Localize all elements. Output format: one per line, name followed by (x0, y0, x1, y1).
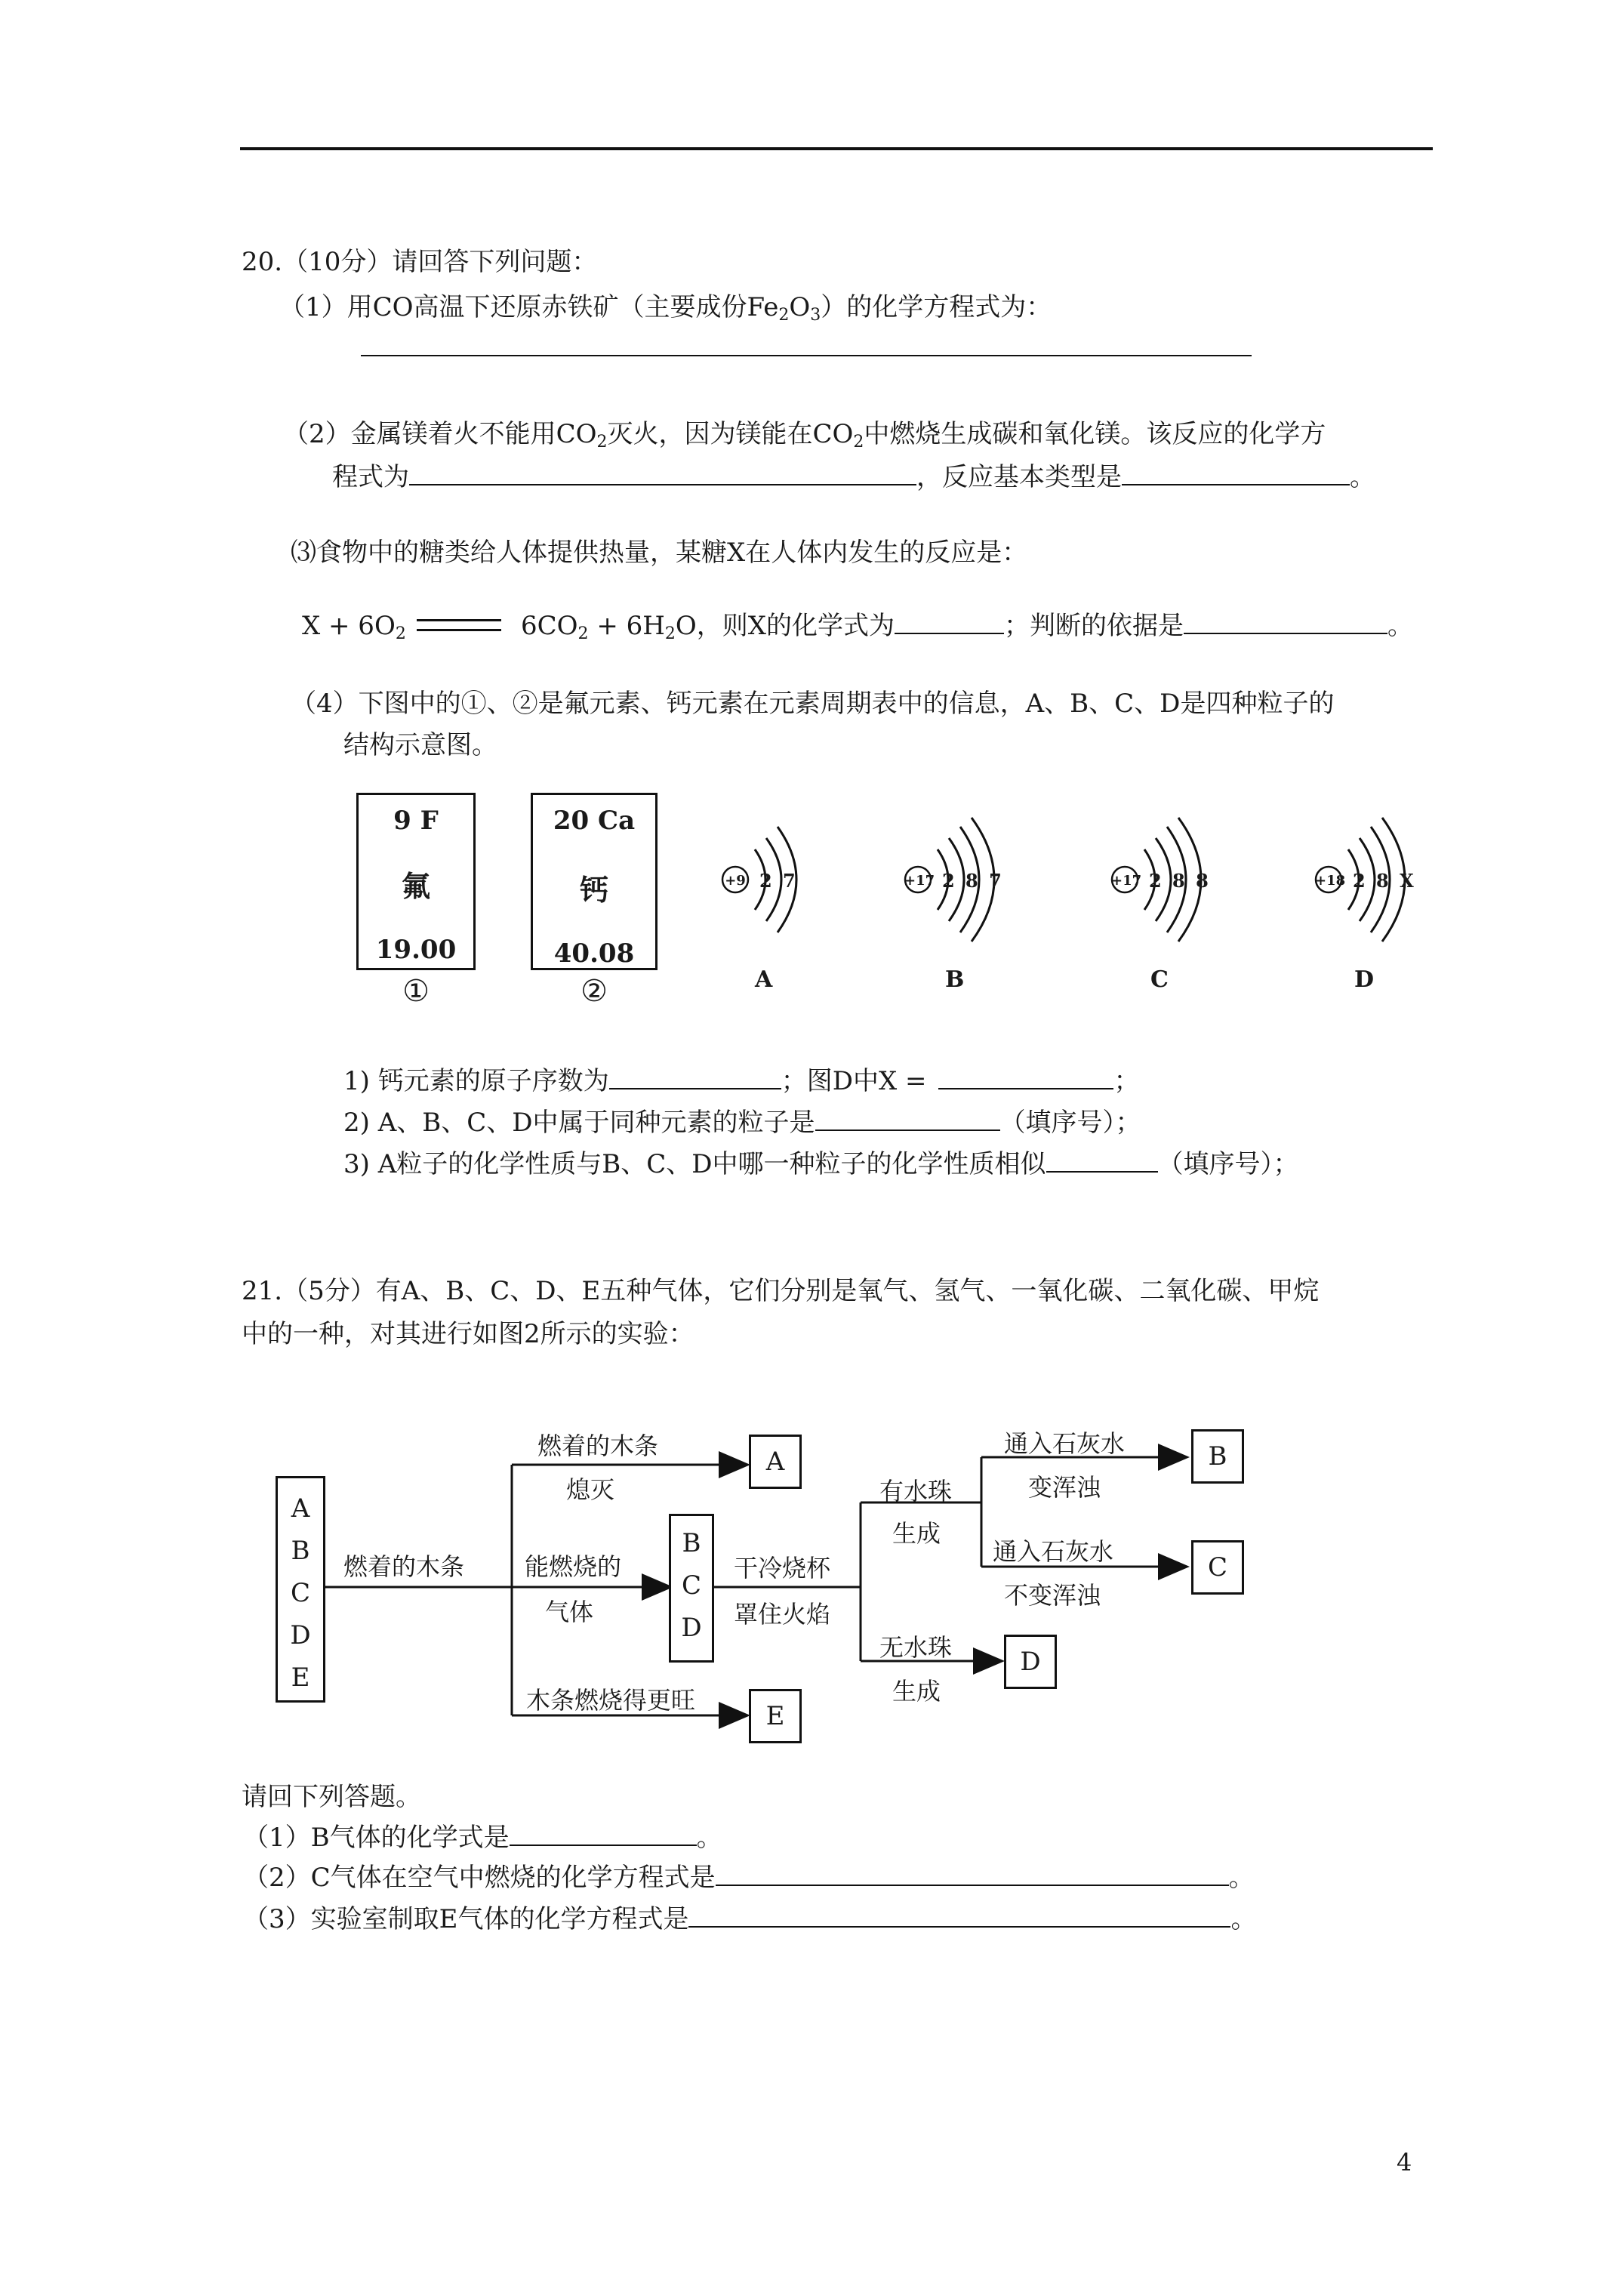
flow-cup-sub: 罩住火焰 (734, 1600, 831, 1629)
flow-lime1-sub: 变浑浊 (1028, 1473, 1101, 1502)
element-name: 氟 (401, 869, 430, 903)
periodic-cell-fluorine (356, 793, 476, 970)
q21-answer3: （3）实验室制取E气体的化学方程式是 。 (243, 1904, 1257, 1934)
q20-equation-left: $X + 6O_2$ (302, 611, 406, 643)
flow-mid-sub: 气体 (545, 1598, 594, 1626)
q20-part3: ⑶食物中的糖类给人体提供热量，某糖X在人体内发生的反应是： (291, 538, 1028, 568)
answer-blank-9[interactable] (1046, 1148, 1158, 1173)
q21-line2: 中的一种，对其进行如图2所示的实验： (242, 1319, 694, 1349)
atom-a-label: A (755, 966, 773, 993)
q20-part2-line1: （2）金属镁着火不能用$CO_2$灭火，因为镁能在$CO_2$中燃烧生成碳和氧化镁。该反应的化学方 (283, 419, 1326, 451)
flow-start-box (276, 1476, 325, 1703)
flow-water-no-sub: 生成 (892, 1677, 941, 1706)
flow-bcd-letters: B C D (681, 1528, 702, 1643)
q20-title: 20.（10分）请回答下列问题： (242, 247, 598, 277)
periodic-cell-label-2: ② (581, 974, 608, 1009)
flow-lime2-sub: 不变浑浊 (1004, 1581, 1101, 1610)
atom-d-nucleus: +18 (1315, 873, 1346, 889)
answer-blank-11[interactable] (716, 1862, 1229, 1886)
element-number-symbol: 9 F (393, 806, 439, 836)
q20-part1: （1）用CO高温下还原赤铁矿（主要成份$Fe_2O_3$）的化学方程式为： (279, 292, 1052, 325)
equation-sign (417, 619, 501, 631)
atom-b-shells: 2 8 7 (942, 870, 1002, 892)
q20-sub2: 2) A、B、C、D中属于同种元素的粒子是 （填序号）； (343, 1108, 1141, 1138)
q21-answer1: （1）B气体的化学式是 。 (243, 1823, 722, 1853)
periodic-cell-label-1: ① (402, 974, 430, 1009)
flow-bcd-box (669, 1514, 714, 1663)
answer-blank-6[interactable] (609, 1065, 781, 1089)
element-name: 钙 (579, 873, 608, 907)
flow-cup-label: 干冷烧杯 (734, 1554, 831, 1583)
page-number: 4 (1397, 2148, 1412, 2177)
answer-blank-12[interactable] (688, 1903, 1230, 1928)
flow-arrow1-label: 燃着的木条 (343, 1552, 465, 1581)
q21-answer-intro: 请回下列答题。 (242, 1782, 421, 1812)
element-number-symbol: 20 Ca (553, 806, 636, 836)
flow-mid-label: 能燃烧的 (525, 1552, 622, 1581)
answer-blank-5[interactable] (1184, 610, 1387, 634)
atom-c-shells: 2 8 8 (1149, 870, 1209, 892)
answer-blank-8[interactable] (815, 1107, 1000, 1131)
atom-c-nucleus: +17 (1111, 873, 1142, 889)
atom-c-label: C (1150, 966, 1169, 993)
periodic-cell-calcium (531, 793, 658, 970)
atom-d-shells: 2 8 X (1353, 870, 1414, 892)
flow-node-b: B (1191, 1429, 1244, 1484)
atomic-mass: 19.00 (375, 935, 457, 965)
answer-blank-7[interactable] (938, 1065, 1113, 1089)
flow-water-yes: 有水珠 (879, 1477, 953, 1505)
answer-blank-4[interactable] (895, 610, 1004, 634)
flow-lime2: 通入石灰水 (993, 1537, 1114, 1566)
flow-node-c: C (1191, 1540, 1244, 1595)
header-rule (240, 147, 1433, 150)
answer-blank-3[interactable] (1122, 461, 1350, 485)
atom-a-shells: 2 7 (759, 870, 796, 892)
atom-b-nucleus: +17 (904, 873, 935, 889)
atom-d-label: D (1354, 966, 1375, 993)
flow-water-no: 无水珠 (879, 1633, 953, 1662)
answer-blank-1[interactable] (361, 355, 1252, 356)
flow-lime1: 通入石灰水 (1004, 1429, 1126, 1458)
q21-line1: 21.（5分）有A、B、C、D、E五种气体，它们分别是氧气、氢气、一氧化碳、二氧化碳、甲烷 (242, 1276, 1320, 1306)
flow-start-letters: A B C D E (290, 1493, 311, 1693)
flow-node-d: D (1004, 1635, 1057, 1689)
answer-blank-10[interactable] (510, 1822, 697, 1846)
atomic-mass: 40.08 (553, 938, 635, 969)
q20-part4-line2: 结构示意图。 (343, 730, 497, 760)
flow-top-label: 燃着的木条 (537, 1432, 659, 1460)
flow-bottom-label: 木条燃烧得更旺 (526, 1686, 696, 1715)
flow-node-a: A (749, 1435, 802, 1489)
atom-b-label: B (945, 966, 965, 993)
flow-water-yes-sub: 生成 (892, 1519, 941, 1548)
atom-a-nucleus: +9 (725, 873, 746, 889)
q20-part2-line2: 程式为 ，反应基本类型是 。 (332, 462, 1375, 492)
flow-node-e: E (749, 1689, 802, 1743)
q20-part4-line1: （4）下图中的①、②是氟元素、钙元素在元素周期表中的信息，A、B、C、D是四种粒子的 (291, 689, 1335, 719)
q20-equation-right: $6CO_2 + 6H_2O$，则X的化学式为 ；判断的依据是 。 (521, 611, 1414, 643)
answer-blank-2[interactable] (409, 461, 916, 485)
q20-sub1: 1) 钙元素的原子序数为 ；图D中X = ； (343, 1066, 1140, 1096)
q21-answer2: （2）C气体在空气中燃烧的化学方程式是 。 (243, 1863, 1255, 1893)
flow-top-sub: 熄灭 (566, 1475, 615, 1504)
q20-sub3: 3) A粒子的化学性质与B、C、D中哪一种粒子的化学性质相似 （填序号）； (343, 1149, 1299, 1179)
